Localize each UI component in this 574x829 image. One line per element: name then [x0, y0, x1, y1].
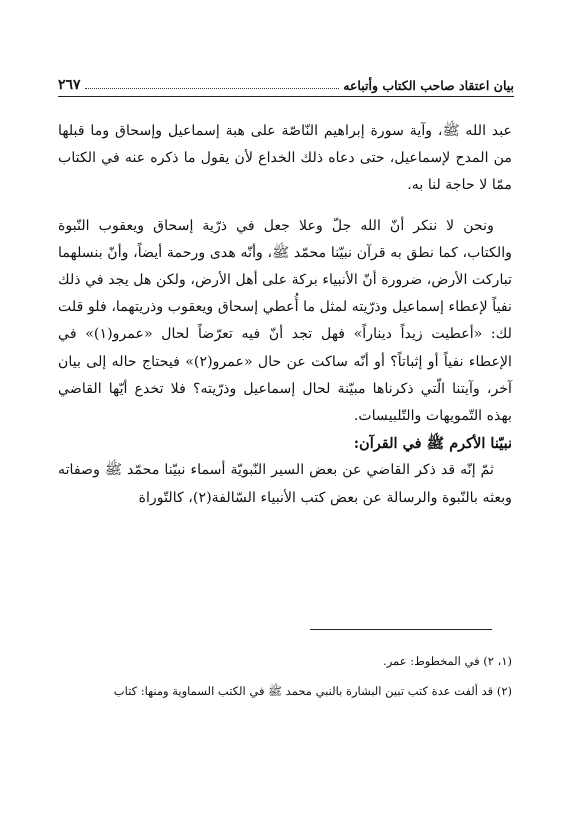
footnotes — [58, 646, 512, 706]
section-heading: نبيّنا الأكرم ﷺ في القرآن: — [353, 435, 512, 453]
footnote-2: (٢) قد ألفت عدة كتب تبين البشارة بالنبي محمد ﷺ في الكتب السماوية ومنها: كتاب — [113, 684, 512, 698]
footnote-separator — [310, 629, 492, 630]
paragraph-2: ونحن لا ننكر أنّ الله جلّ وعلا جعل في ذرّية إسحاق ويعقوب النّبوة والكتاب، كما نطق به قرآن نبيّنا محمّد ﷺ، وأنّه هدى ورحمة أيضاً، وأنّ بنسلهما تباركت الأرض، ضرورة أنّ الأنبياء بركة على أهل الأرض، ولكن هل يجد في ذلك نفياً لإعطاء إسماعيل وذرّيته لمثل ما أُعطي إسحاق ويعقوب وذريتهما، فلو قلت لك: «أعطيت زيداً ديناراً» فهل تجد أنّ فيه تعرّضاً لحال «عمرو(١)» في الإعطاء نفياً أو إثباتاً؟ أو أنّه ساكت عن حال «عمرو(٢)» فيحتاج حاله إلى بيان آخر، وآيتنا الّتي ذكرناها مبيّنة لحال إسماعيل وذرّيته؟ فلا تخدع أيّها القاضي بهذه التّمويهات والتّلبيسات. — [58, 217, 513, 425]
dot-leader — [85, 78, 340, 89]
paragraph-1: عبد الله ﷺ، وآية سورة إبراهيم النّاصّة على هبة إسماعيل وإسحاق وما قبلها من المدح لإسماعيل، حتى دعاه ذلك الخداع لأن يقول ما ذكره عنه في الكتاب ممّا لا حاجة لنا به. — [58, 123, 512, 194]
body-text — [58, 118, 512, 512]
paragraph-3: ثمّ إنّه قد ذكر القاضي عن بعض السير النّبويّة أسماء نبيّنا محمّد ﷺ وصفاته وبعثه بالنّبوة والرسالة عن بعض كتب الأنبياء السّالفة(٢)، كالتّوراة — [58, 462, 512, 506]
page-header — [58, 74, 514, 97]
page-number: ٢٦٧ — [58, 77, 81, 93]
footnote-1: (١، ٢) في المخطوط: عمر. — [383, 654, 512, 668]
running-title: بيان اعتقاد صاحب الكتاب وأتباعه — [343, 77, 514, 93]
